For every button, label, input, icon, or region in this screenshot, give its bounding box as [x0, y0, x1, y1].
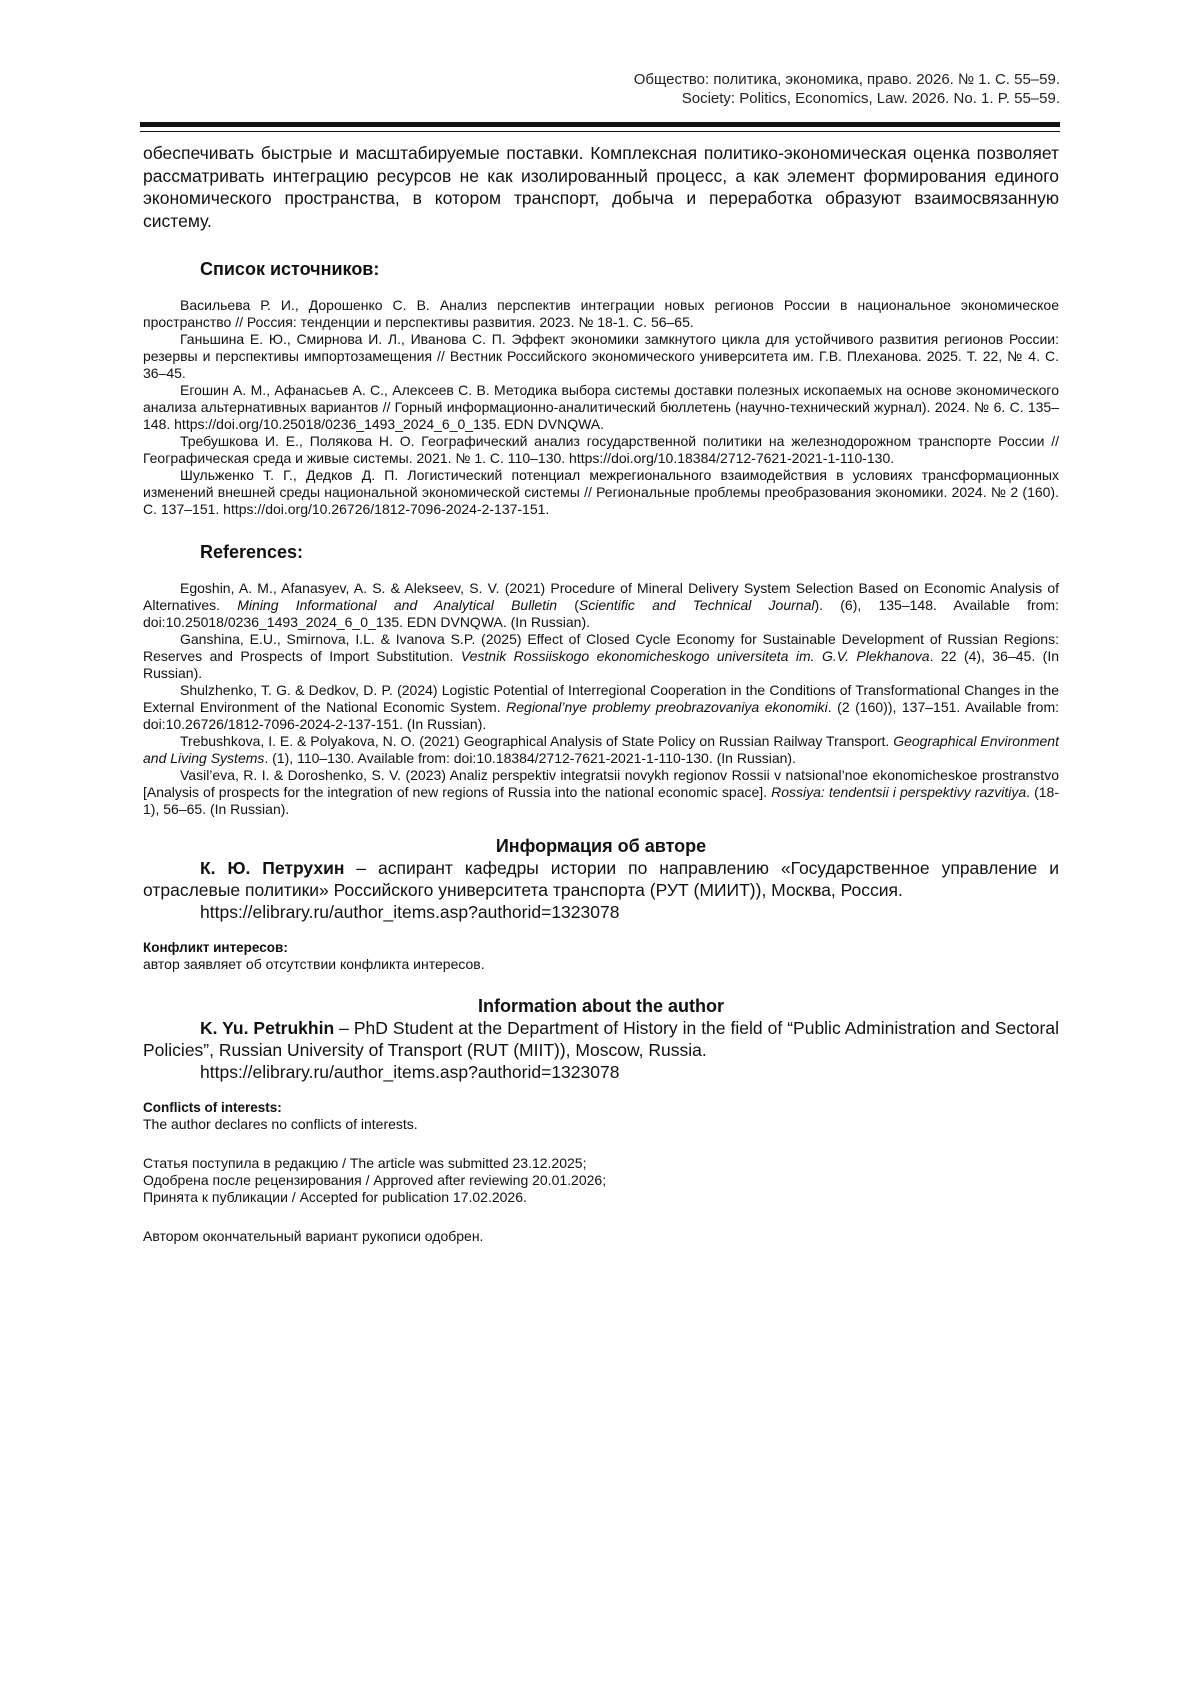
- intro-paragraph: обеспечивать быстрые и масштабируемые поставки. Комплексная политико-экономическая оценка позволяет рассматривать интеграцию ресурсов не как изолированный процесс, а как элемент формирования единого экономического пространства, в котором транспорт, добыча и переработка образуют взаимосвязанную систему.: [143, 143, 1059, 231]
- reference-item: Trebushkova, I. E. & Polyakova, N. O. (2021) Geographical Analysis of State Policy on Russian Railway Transport. Geographical Environment and Living Systems. (1), 110–130. Available from: doi:10.18384/2712-7621-2021-1-110-130. (In Russian).: [143, 733, 1059, 766]
- author-name-en: K. Yu. Petrukhin: [200, 1018, 335, 1038]
- conflict-text-ru: автор заявляет об отсутствии конфликта интересов.: [143, 956, 485, 972]
- conflict-title-en: Conflicts of interests:: [143, 1100, 282, 1115]
- final-note: Автором окончательный вариант рукописи одобрен.: [143, 1228, 484, 1244]
- reference-item: Ganshina, E.U., Smirnova, I.L. & Ivanova S.P. (2025) Effect of Closed Cycle Economy for Sustainable Development of Russian Regions: Reserves and Prospects of Import Substitution. Vestnik Rossiiskogo ekonomicheskogo universiteta im. G.V. Plekhanova. 22 (4), 36–45. (In Russian).: [143, 631, 1059, 681]
- header-rule-thick: [140, 122, 1060, 127]
- author-info-ru: К. Ю. Петрухин – аспирант кафедры истории по направлению «Государственное управление и отраслевые политики» Российского университета транспорта (РУТ (МИИТ)), Москва, Россия.: [143, 858, 1059, 900]
- date-approved: Одобрена после рецензирования / Approved after reviewing 20.01.2026;: [143, 1172, 607, 1188]
- reference-item: Shulzhenko, T. G. & Dedkov, D. P. (2024) Logistic Potential of Interregional Cooperation in the Conditions of Transformational Changes in the External Environment of the National Economic System. Regional’nye problemy preobrazovaniya ekonomiki. (2 (160)), 137–151. Available from: doi:10.26726/1812-7096-2024-2-137-151. (In Russian).: [143, 682, 1060, 732]
- author-link-en[interactable]: https://elibrary.ru/author_items.asp?authorid=1323078: [200, 1062, 620, 1082]
- date-accepted: Принята к публикации / Accepted for publication 17.02.2026.: [143, 1189, 527, 1205]
- sources-list: [143, 297, 1059, 518]
- reference-item: Vasil’eva, R. I. & Doroshenko, S. V. (2023) Analiz perspektiv integratsii novykh regionov Rossii v natsional’noe ekonomicheskoe prostranstvo [Analysis of prospects for the integration of new regions of Russia into the national economic space]. Rossiya: tendentsii i perspektivy razvitiya. (18-1), 56–65. (In Russian).: [143, 767, 1059, 817]
- author-info-title-en: Information about the author: [478, 996, 724, 1016]
- header-rule-thin: [140, 131, 1060, 132]
- sources-title: Список источников:: [200, 259, 380, 279]
- author-link-ru[interactable]: https://elibrary.ru/author_items.asp?authorid=1323078: [200, 902, 620, 922]
- header-line-ru: Общество: политика, экономика, право. 2026. № 1. С. 55–59.: [633, 71, 1060, 88]
- references-list: [143, 580, 1059, 818]
- source-item: Ганьшина Е. Ю., Смирнова И. Л., Иванова С. П. Эффект экономики замкнутого цикла для устойчивого развития регионов России: резервы и перспективы импортозамещения // Вестник Российского экономического университета им. Г.В. Плеханова. 2025. Т. 22, № 4. С. 36–45.: [143, 331, 1059, 381]
- date-submitted: Статья поступила в редакцию / The article was submitted 23.12.2025;: [143, 1155, 587, 1171]
- page-content: [143, 142, 1059, 1245]
- source-item: Требушкова И. Е., Полякова Н. О. Географический анализ государственной политики на железнодорожном транспорте России // Географическая среда и живые системы. 2021. № 1. С. 110–130. https://doi.org/10.18384/2712-7621-2021-1-110-130.: [143, 433, 1059, 466]
- source-item: Васильева Р. И., Дорошенко С. В. Анализ перспектив интеграции новых регионов России в национальное экономическое пространство // Россия: тенденции и перспективы развития. 2023. № 18-1. С. 56–65.: [143, 297, 1059, 330]
- references-title: References:: [200, 542, 304, 562]
- reference-item: Egoshin, A. M., Afanasyev, A. S. & Alekseev, S. V. (2021) Procedure of Mineral Delivery System Selection Based on Economic Analysis of Alternatives. Mining Informational and Analytical Bulletin (Scientific and Technical Journal). (6), 135–148. Available from: doi:10.25018/0236_1493_2024_6_0_135. EDN DVNQWA. (In Russian).: [143, 580, 1059, 630]
- author-info-title-ru: Информация об авторе: [495, 836, 707, 856]
- header-line-en: Society: Politics, Economics, Law. 2026. No. 1. P. 55–59.: [681, 90, 1060, 107]
- author-info-en: K. Yu. Petrukhin – PhD Student at the Department of History in the field of “Public Administration and Sectoral Policies”, Russian University of Transport (RUT (MIIT)), Moscow, Russia.: [143, 1018, 1059, 1060]
- running-header: [360, 70, 1060, 108]
- author-name-ru: К. Ю. Петрухин: [200, 858, 345, 878]
- conflict-title-ru: Конфликт интересов:: [143, 940, 288, 955]
- source-item: Егошин А. М., Афанасьев А. С., Алексеев С. В. Методика выбора системы доставки полезных ископаемых на основе экономического анализа альтернативных вариантов // Горный информационно-аналитический бюллетень (научно-технический журнал). 2024. № 6. С. 135–148. https://doi.org/10.25018/0236_1493_2024_6_0_135. EDN DVNQWA.: [143, 382, 1059, 432]
- source-item: Шульженко Т. Г., Дедков Д. П. Логистический потенциал межрегионального взаимодействия в условиях трансформационных изменений внешней среды национальной экономической системы // Региональные проблемы преобразования экономики. 2024. № 2 (160). С. 137–151. https://doi.org/10.26726/1812-7096-2024-2-137-151.: [143, 467, 1059, 517]
- conflict-text-en: The author declares no conflicts of interests.: [143, 1116, 418, 1132]
